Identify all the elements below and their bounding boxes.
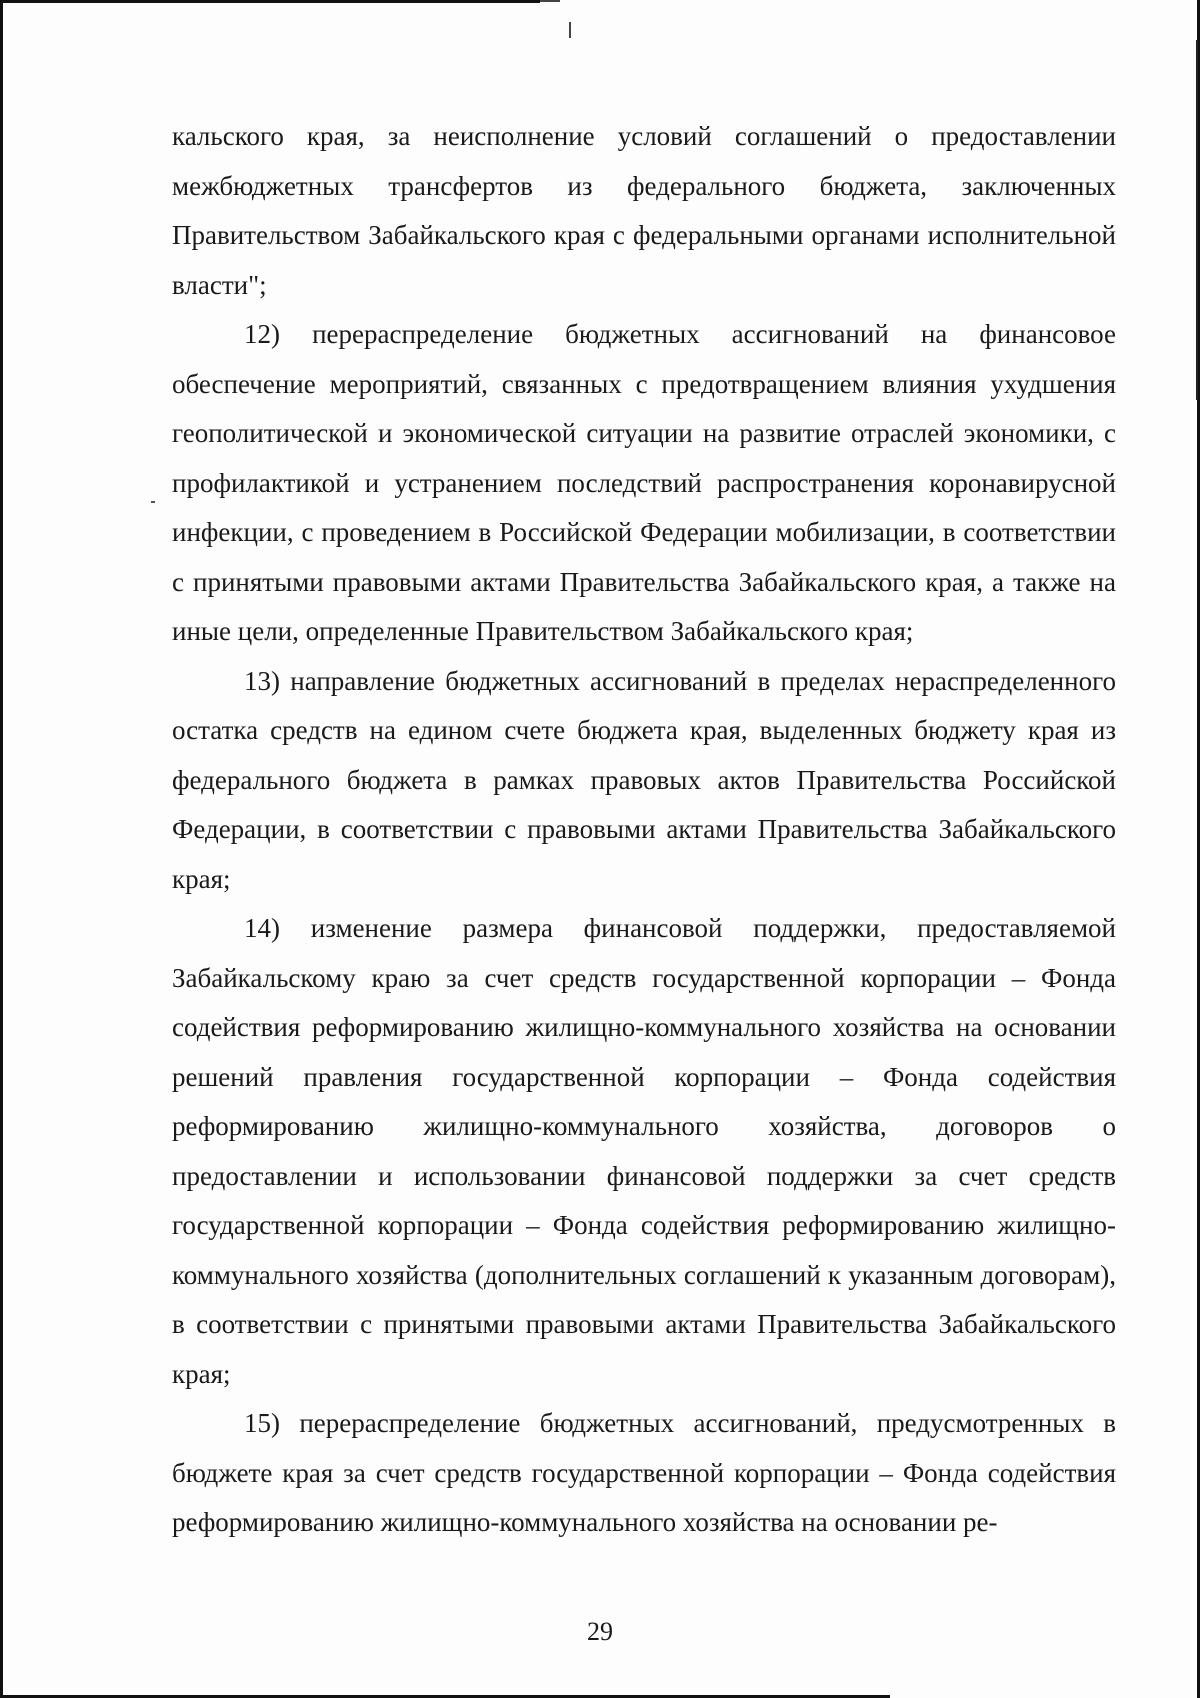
item-number: 12) <box>244 319 280 349</box>
scan-border-top <box>0 0 540 3</box>
continuation-paragraph: кальского края, за неисполнение условий соглашений о предоставлении межбюджетных трансфертов из федерального бюджета, заключенных Правительством Забайкальского края с федеральными органами исполнительной власти"; <box>172 121 1116 300</box>
scan-border-left <box>0 0 3 1698</box>
page-number: 29 <box>587 1617 613 1646</box>
list-item <box>172 310 1116 657</box>
item-text: перераспределение бюджетных ассигнований на финансовое обеспечение мероприятий, связанных с предотвращением влияния ухудшения геополитической и экономической ситуации на развитие отраслей экономики, с профилактикой и устранением последствий распространения коронавирусной инфекции, с проведением в Российской Федерации мобилизации, в соответствии с принятыми правовыми актами Правительства Забайкальского края, а также на иные цели, определенные Правительством Забайкальского края; <box>172 319 1117 646</box>
scan-speck <box>151 501 155 503</box>
document-body <box>172 112 1116 1548</box>
list-item <box>172 904 1116 1399</box>
scan-border-top-fragment <box>540 0 560 2</box>
item-text: перераспределение бюджетных ассигнований, предусмотренных в бюджете края за счет средств государственной корпорации – Фонда содействия реформированию жилищно-коммунального хозяйства на основании ре- <box>172 1408 1117 1537</box>
item-number: 13) <box>244 665 280 696</box>
scan-border-right-inner <box>1196 40 1198 400</box>
item-number: 14) <box>244 913 280 943</box>
list-item <box>172 657 1116 905</box>
item-text: изменение размера финансовой поддержки, предоставляемой Забайкальскому краю за счет средств государственной корпорации – Фонда содействия реформированию жилищно-коммунального хозяйства на основании решений правления государственной корпорации – Фонда содействия реформированию жилищно-коммунального хозяйства, договоров о предоставлении и использовании финансовой поддержки за счет средств государственной корпорации – Фонда содействия реформированию жилищно-коммунального хозяйства (дополнительных соглашений к указанным договорам), в соответствии с принятыми правовыми актами Правительства Забайкальского края; <box>172 913 1116 1389</box>
item-text: направление бюджетных ассигнований в пределах нераспределенного остатка средств на едином счете бюджета края, выделенных бюджету края из федерального бюджета в рамках правовых актов Правительства Российской Федерации, в соответствии с правовыми актами Правительства Забайкальского края; <box>172 665 1116 894</box>
item-number: 15) <box>244 1408 280 1438</box>
list-item <box>172 1399 1116 1548</box>
scan-mark <box>569 22 571 38</box>
